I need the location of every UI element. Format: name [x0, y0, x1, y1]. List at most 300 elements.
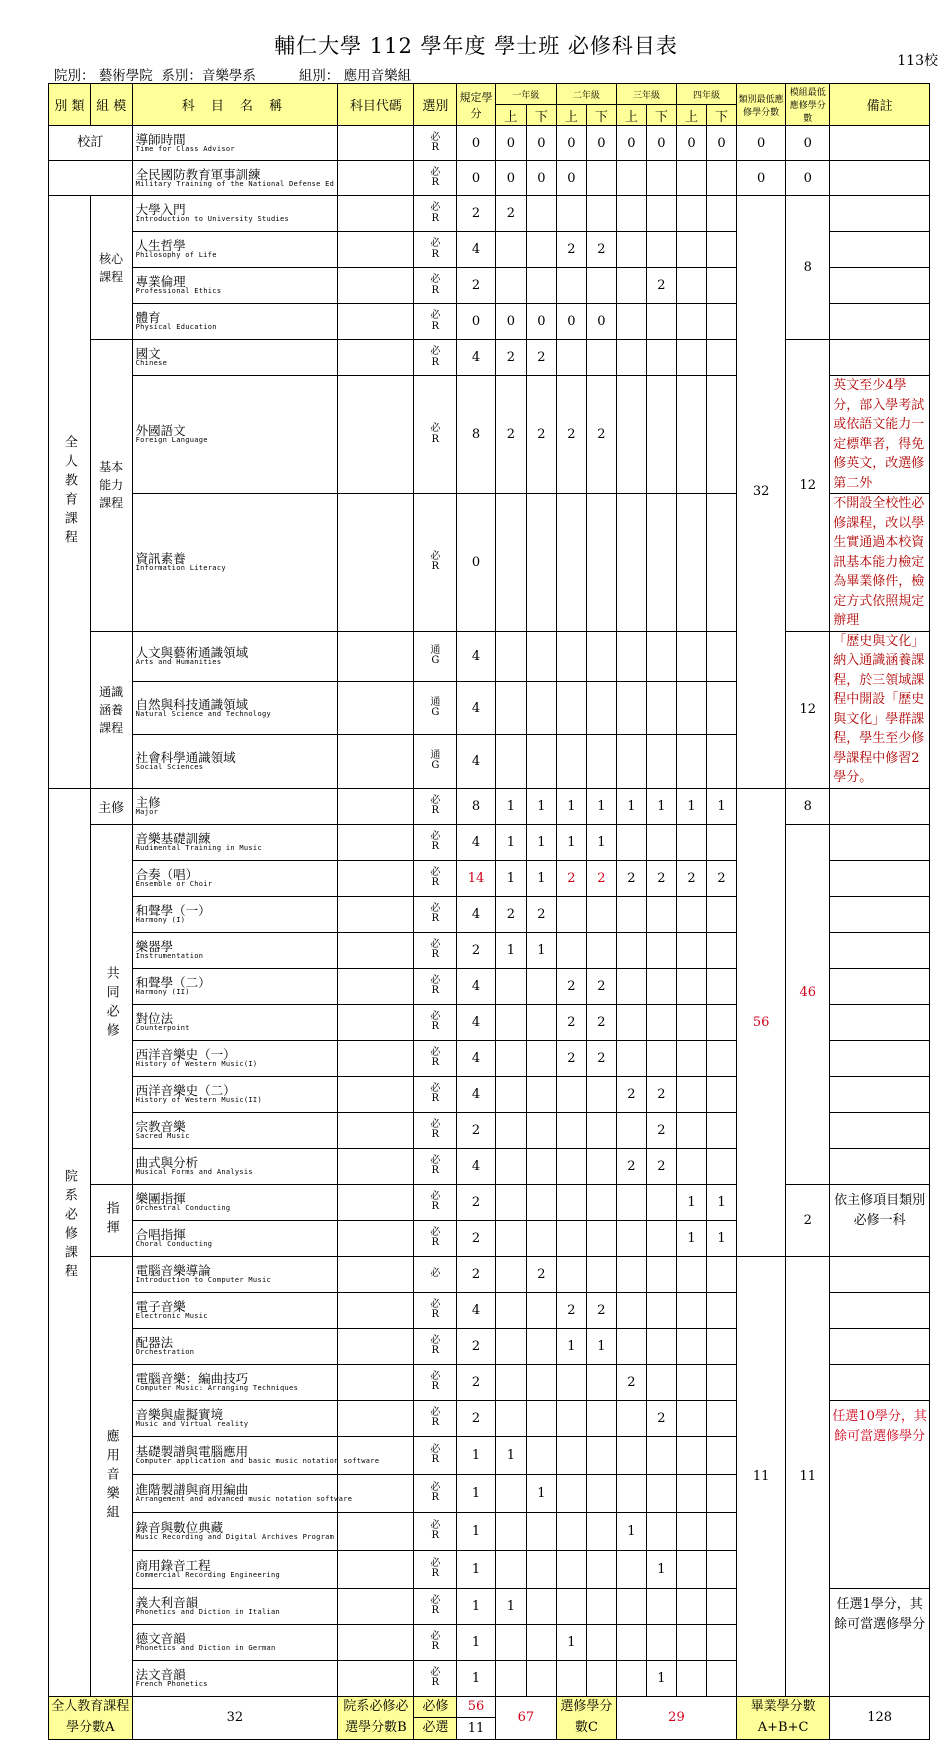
module-core-label: 核心課程 — [99, 251, 124, 284]
semester-credits: 2 — [495, 340, 526, 376]
course-type-label: 必R — [430, 1226, 441, 1248]
semester-credits — [706, 304, 736, 340]
course-name-cell — [132, 1328, 338, 1364]
semester-credits — [526, 968, 556, 1004]
course-type-label: 必R — [430, 1594, 441, 1616]
semester-credits — [646, 232, 676, 268]
course-type-label: 通G — [430, 644, 441, 667]
semester-credits — [646, 1184, 676, 1220]
semester-credits — [616, 1436, 646, 1474]
semester-credits — [526, 1550, 556, 1588]
semester-credits — [676, 376, 706, 494]
cat-min-revision-1: 0 — [736, 126, 785, 161]
semester-credits — [706, 1076, 736, 1112]
course-name-en: Orchestration — [135, 1347, 195, 1356]
semester-credits — [646, 1328, 676, 1364]
course-name-en: Social Sciences — [135, 763, 204, 772]
semester-credits — [616, 494, 646, 632]
semester-credits — [706, 232, 736, 268]
course-type — [414, 1400, 457, 1436]
course-credits: 0 — [457, 126, 496, 161]
semester-credits — [706, 196, 736, 232]
col-sem-first: 上 — [556, 105, 586, 126]
course-credits: 4 — [457, 232, 496, 268]
remark-empty — [830, 1148, 930, 1184]
course-name-en: Harmony (I) — [135, 915, 186, 924]
semester-credits — [706, 1112, 736, 1148]
semester-credits — [706, 1328, 736, 1364]
semester-credits — [556, 1364, 586, 1400]
course-name-cell — [132, 932, 338, 968]
semester-credits — [556, 1148, 586, 1184]
semester-credits — [706, 631, 736, 681]
course-code — [338, 1474, 414, 1512]
semester-credits: 1 — [706, 788, 736, 824]
semester-credits — [676, 304, 706, 340]
module-common — [90, 824, 132, 1184]
col-credits: 規定學分 — [457, 84, 496, 126]
semester-credits — [616, 232, 646, 268]
course-type — [414, 1292, 457, 1328]
col-sem-second: 下 — [526, 105, 556, 126]
semester-credits: 1 — [646, 1660, 676, 1696]
module-core — [90, 196, 132, 340]
semester-credits — [676, 1328, 706, 1364]
course-type-label: 必R — [430, 1154, 441, 1176]
semester-credits — [526, 1660, 556, 1696]
course-code — [338, 788, 414, 824]
semester-credits: 2 — [556, 860, 586, 896]
semester-credits — [586, 1148, 616, 1184]
semester-credits — [676, 161, 706, 196]
module-major-label: 主修 — [98, 800, 125, 816]
course-name-cell — [132, 1364, 338, 1400]
col-remark: 備註 — [830, 84, 930, 126]
course-code — [338, 1364, 414, 1400]
semester-credits — [556, 896, 586, 932]
course-row — [49, 631, 930, 681]
course-name-cell — [132, 1112, 338, 1148]
semester-credits — [676, 1588, 706, 1624]
course-name-zh: 電子音樂 — [135, 1298, 186, 1314]
section-dept — [49, 788, 91, 1696]
mod-min-applied: 11 — [786, 1256, 830, 1696]
semester-credits — [526, 1112, 556, 1148]
course-name-zh: 全民國防教育軍事訓練 — [135, 166, 261, 182]
course-credits: 4 — [457, 1292, 496, 1328]
course-type — [414, 932, 457, 968]
semester-credits — [526, 735, 556, 788]
course-name-zh: 大學入門 — [135, 202, 186, 218]
semester-credits — [495, 1076, 526, 1112]
course-type-label: 必R — [430, 1298, 441, 1320]
course-credits: 1 — [457, 1624, 496, 1660]
semester-credits — [706, 896, 736, 932]
course-credits: 1 — [457, 1512, 496, 1550]
semester-credits — [526, 1292, 556, 1328]
course-code — [338, 860, 414, 896]
course-name-cell — [132, 1184, 338, 1220]
semester-credits — [706, 1624, 736, 1660]
mod-min-revision-1: 0 — [786, 126, 830, 161]
course-type — [414, 1148, 457, 1184]
semester-credits — [646, 340, 676, 376]
semester-credits — [646, 631, 676, 681]
semester-credits: 2 — [556, 1292, 586, 1328]
course-name-cell — [132, 1512, 338, 1550]
semester-credits — [586, 1400, 616, 1436]
course-type — [414, 788, 457, 824]
semester-credits: 2 — [495, 376, 526, 494]
semester-credits: 1 — [526, 788, 556, 824]
semester-credits — [586, 1588, 616, 1624]
semester-credits — [586, 1474, 616, 1512]
course-code — [338, 494, 414, 632]
semester-credits — [556, 1436, 586, 1474]
col-year2: 二年級 — [556, 84, 616, 105]
course-type-label: 必R — [430, 1118, 441, 1140]
remark-foreign: 英文至少4學分，部入學考試或依語文能力一定標準者，得免修英文，改選修第二外 — [830, 376, 930, 494]
semester-credits: 2 — [616, 1364, 646, 1400]
course-name-zh: 對位法 — [135, 1010, 174, 1026]
semester-credits: 1 — [586, 788, 616, 824]
semester-credits — [706, 824, 736, 860]
semester-credits — [616, 932, 646, 968]
semester-credits — [495, 1660, 526, 1696]
course-code — [338, 1624, 414, 1660]
semester-credits — [616, 1256, 646, 1292]
course-name-zh: 國文 — [135, 346, 161, 362]
semester-credits — [676, 1624, 706, 1660]
semester-credits: 1 — [526, 1474, 556, 1512]
course-name-cell — [132, 1436, 380, 1474]
module-basic — [90, 340, 132, 632]
course-type — [414, 1436, 457, 1474]
mod-min-common: 46 — [786, 824, 830, 1184]
remark-empty — [830, 196, 930, 232]
semester-credits — [646, 1004, 676, 1040]
course-name-cell — [132, 1256, 338, 1292]
course-name-en: Professional Ethics — [135, 287, 222, 296]
course-name-zh: 配器法 — [135, 1334, 174, 1350]
col-cat-min: 類別最低應修學分數 — [736, 84, 785, 126]
semester-credits — [526, 1364, 556, 1400]
semester-credits — [526, 196, 556, 232]
course-name-en: Foreign Language — [135, 436, 208, 445]
course-name-en: History of Western Music(II) — [135, 1095, 262, 1104]
semester-credits — [706, 735, 736, 788]
semester-credits: 2 — [646, 1112, 676, 1148]
semester-credits: 2 — [586, 1292, 616, 1328]
semester-credits: 1 — [556, 1328, 586, 1364]
semester-credits: 2 — [646, 1400, 676, 1436]
course-type-label: 必R — [430, 1630, 441, 1652]
semester-credits — [556, 1550, 586, 1588]
remark-empty — [830, 1256, 930, 1292]
cat-min-dept: 56 — [736, 788, 785, 1256]
course-name-zh: 音樂基礎訓練 — [135, 830, 211, 846]
course-type-label: 必R — [430, 1190, 441, 1212]
semester-credits: 0 — [526, 304, 556, 340]
course-credits: 14 — [457, 860, 496, 896]
course-name-en: Introduction to University Studies — [135, 215, 290, 224]
course-name-en: History of Western Music(I) — [135, 1059, 258, 1068]
course-name-zh: 電腦音樂導論 — [135, 1262, 211, 1278]
semester-credits — [495, 1220, 526, 1256]
remark-empty — [830, 968, 930, 1004]
semester-credits — [495, 1328, 526, 1364]
footer-optional-label: 必選 — [414, 1718, 457, 1740]
semester-credits — [616, 196, 646, 232]
course-name-en: Instrumentation — [135, 951, 204, 960]
course-type — [414, 1040, 457, 1076]
semester-credits: 0 — [526, 161, 556, 196]
course-name-zh: 電腦音樂：編曲技巧 — [135, 1370, 249, 1386]
semester-credits: 2 — [556, 968, 586, 1004]
course-code — [338, 161, 414, 196]
course-name-zh: 基礎製譜與電腦應用 — [135, 1443, 249, 1459]
course-type — [414, 340, 457, 376]
course-row — [49, 196, 930, 232]
course-name-cell — [132, 1660, 338, 1696]
course-credits: 1 — [457, 1588, 496, 1624]
course-type — [414, 494, 457, 632]
footer-total-value: 128 — [830, 1696, 930, 1740]
course-name-en: Phonetics and Diction in Italian — [135, 1607, 281, 1616]
section-general-label: 全人教育課程 — [61, 434, 77, 549]
semester-credits: 2 — [646, 268, 676, 304]
course-type — [414, 681, 457, 734]
section-revision: 校訂 — [49, 126, 133, 161]
semester-credits: 2 — [616, 1076, 646, 1112]
semester-credits — [706, 1040, 736, 1076]
semester-credits — [556, 631, 586, 681]
semester-credits — [706, 1474, 736, 1512]
course-name-cell — [132, 860, 338, 896]
semester-credits — [556, 1220, 586, 1256]
course-type — [414, 968, 457, 1004]
semester-credits — [556, 681, 586, 734]
col-category: 別 類 — [49, 84, 91, 126]
semester-credits: 2 — [586, 232, 616, 268]
remark-conducting: 依主修項目類別必修一科 — [830, 1184, 930, 1256]
module-applied — [90, 1256, 132, 1696]
mod-min-conducting: 2 — [786, 1184, 830, 1256]
course-name-zh: 錄音與數位典藏 — [135, 1519, 224, 1535]
course-type-label: 必R — [430, 1443, 441, 1465]
course-row — [49, 1256, 930, 1292]
module-conducting — [90, 1184, 132, 1256]
course-name-cell — [132, 126, 338, 161]
course-credits: 2 — [457, 268, 496, 304]
course-type-label: 必R — [430, 274, 441, 296]
semester-credits: 0 — [706, 126, 736, 161]
semester-credits — [616, 1474, 646, 1512]
semester-credits — [676, 1076, 706, 1112]
course-name-en: Information Literacy — [135, 564, 226, 573]
course-name-zh: 人生哲學 — [135, 238, 186, 254]
semester-credits: 1 — [646, 788, 676, 824]
course-name-cell — [132, 232, 338, 268]
semester-credits — [706, 1292, 736, 1328]
semester-credits — [616, 1184, 646, 1220]
semester-credits — [586, 1512, 616, 1550]
course-type-label: 必R — [430, 202, 441, 224]
semester-credits: 2 — [526, 340, 556, 376]
course-name-zh: 社會科學通識領域 — [135, 750, 236, 766]
semester-credits: 0 — [676, 126, 706, 161]
course-name-cell — [132, 268, 338, 304]
course-name-zh: 主修 — [135, 794, 161, 810]
course-code — [338, 1328, 414, 1364]
course-type — [414, 1184, 457, 1220]
remark-empty — [830, 340, 930, 376]
remark-empty — [830, 1112, 930, 1148]
group-name: 應用音樂組 — [343, 68, 412, 84]
course-code — [338, 1588, 414, 1624]
semester-credits: 0 — [586, 304, 616, 340]
semester-credits — [706, 1436, 736, 1474]
semester-credits — [646, 1588, 676, 1624]
semester-credits — [495, 681, 526, 734]
course-code — [338, 1040, 414, 1076]
course-type — [414, 1624, 457, 1660]
semester-credits — [495, 1400, 526, 1436]
semester-credits — [646, 494, 676, 632]
course-credits: 4 — [457, 824, 496, 860]
course-name-cell — [132, 1292, 338, 1328]
course-type — [414, 735, 457, 788]
course-credits: 1 — [457, 1436, 496, 1474]
semester-credits — [616, 304, 646, 340]
course-name-cell — [132, 896, 338, 932]
dept-label: 系別： — [161, 68, 202, 84]
semester-credits — [526, 681, 556, 734]
course-name-zh: 體育 — [135, 310, 161, 326]
course-credits: 4 — [457, 681, 496, 734]
course-type-label: 必R — [430, 1046, 441, 1068]
semester-credits: 0 — [495, 126, 526, 161]
semester-credits — [526, 1148, 556, 1184]
semester-credits — [586, 735, 616, 788]
semester-credits — [586, 1112, 616, 1148]
semester-credits: 1 — [495, 860, 526, 896]
cat-min-revision-2: 0 — [736, 161, 785, 196]
semester-credits — [646, 1364, 676, 1400]
semester-credits — [616, 268, 646, 304]
semester-credits — [586, 1660, 616, 1696]
semester-credits: 0 — [556, 126, 586, 161]
semester-credits: 0 — [526, 126, 556, 161]
course-type-label: 必R — [430, 346, 441, 368]
course-name-cell — [132, 196, 338, 232]
footer-elective-label: 選修學分數C — [556, 1696, 616, 1740]
course-type-label: 必R — [430, 1334, 441, 1356]
course-name-zh: 專業倫理 — [135, 274, 186, 290]
semester-credits — [646, 1436, 676, 1474]
semester-credits: 0 — [586, 126, 616, 161]
semester-credits: 2 — [526, 1256, 556, 1292]
semester-credits: 1 — [526, 860, 556, 896]
semester-credits: 0 — [556, 304, 586, 340]
semester-credits — [586, 340, 616, 376]
semester-credits — [676, 1364, 706, 1400]
semester-credits — [526, 1076, 556, 1112]
course-code — [338, 1512, 414, 1550]
semester-credits: 1 — [706, 1220, 736, 1256]
course-credits: 8 — [457, 788, 496, 824]
semester-credits — [706, 161, 736, 196]
course-code — [338, 376, 414, 494]
course-name-cell — [132, 788, 338, 824]
course-name-zh: 資訊素養 — [135, 551, 186, 567]
semester-credits — [556, 268, 586, 304]
header-row-1 — [49, 84, 930, 105]
semester-credits: 2 — [556, 376, 586, 494]
semester-credits — [556, 1076, 586, 1112]
semester-credits — [706, 340, 736, 376]
remark-empty — [830, 788, 930, 824]
semester-credits: 1 — [526, 824, 556, 860]
semester-credits — [526, 1184, 556, 1220]
semester-credits — [706, 1400, 736, 1436]
course-type-label: 必R — [430, 1666, 441, 1688]
course-name-zh: 曲式與分析 — [135, 1154, 199, 1170]
course-row — [49, 340, 930, 376]
semester-credits — [706, 1364, 736, 1400]
course-code — [338, 126, 414, 161]
col-sem-first: 上 — [676, 105, 706, 126]
module-conducting-label: 指揮 — [103, 1201, 119, 1239]
course-code — [338, 340, 414, 376]
semester-credits — [495, 1148, 526, 1184]
semester-credits — [616, 1660, 646, 1696]
semester-credits — [526, 1040, 556, 1076]
semester-credits — [646, 1292, 676, 1328]
course-type-label: 必R — [430, 866, 441, 888]
course-credits: 1 — [457, 1660, 496, 1696]
course-name-en: Arrangement and advanced music notation software — [135, 1494, 353, 1503]
section-general — [49, 196, 91, 789]
footer-required-label: 必修 — [414, 1696, 457, 1718]
course-type-label: 必R — [430, 131, 441, 153]
semester-credits: 2 — [495, 896, 526, 932]
course-name-en: Electronic Music — [135, 1311, 208, 1320]
semester-credits — [676, 932, 706, 968]
course-name-cell — [132, 824, 338, 860]
course-type — [414, 1512, 457, 1550]
semester-credits: 1 — [495, 788, 526, 824]
course-name-cell — [132, 1588, 338, 1624]
course-code — [338, 896, 414, 932]
semester-credits — [646, 1220, 676, 1256]
semester-credits — [706, 1148, 736, 1184]
semester-credits — [556, 1112, 586, 1148]
course-name-en: Computer application and basic music notation software — [135, 1456, 380, 1465]
semester-credits — [676, 1256, 706, 1292]
course-name-en: Natural Science and Technology — [135, 709, 271, 718]
remark-empty — [830, 932, 930, 968]
course-type — [414, 1474, 457, 1512]
course-name-zh: 西洋音樂史（一） — [135, 1046, 236, 1062]
module-major — [90, 788, 132, 824]
course-code — [338, 232, 414, 268]
semester-credits — [646, 681, 676, 734]
semester-credits — [616, 1328, 646, 1364]
course-name-zh: 人文與藝術通識領域 — [135, 644, 249, 660]
semester-credits — [646, 968, 676, 1004]
semester-credits — [586, 1550, 616, 1588]
